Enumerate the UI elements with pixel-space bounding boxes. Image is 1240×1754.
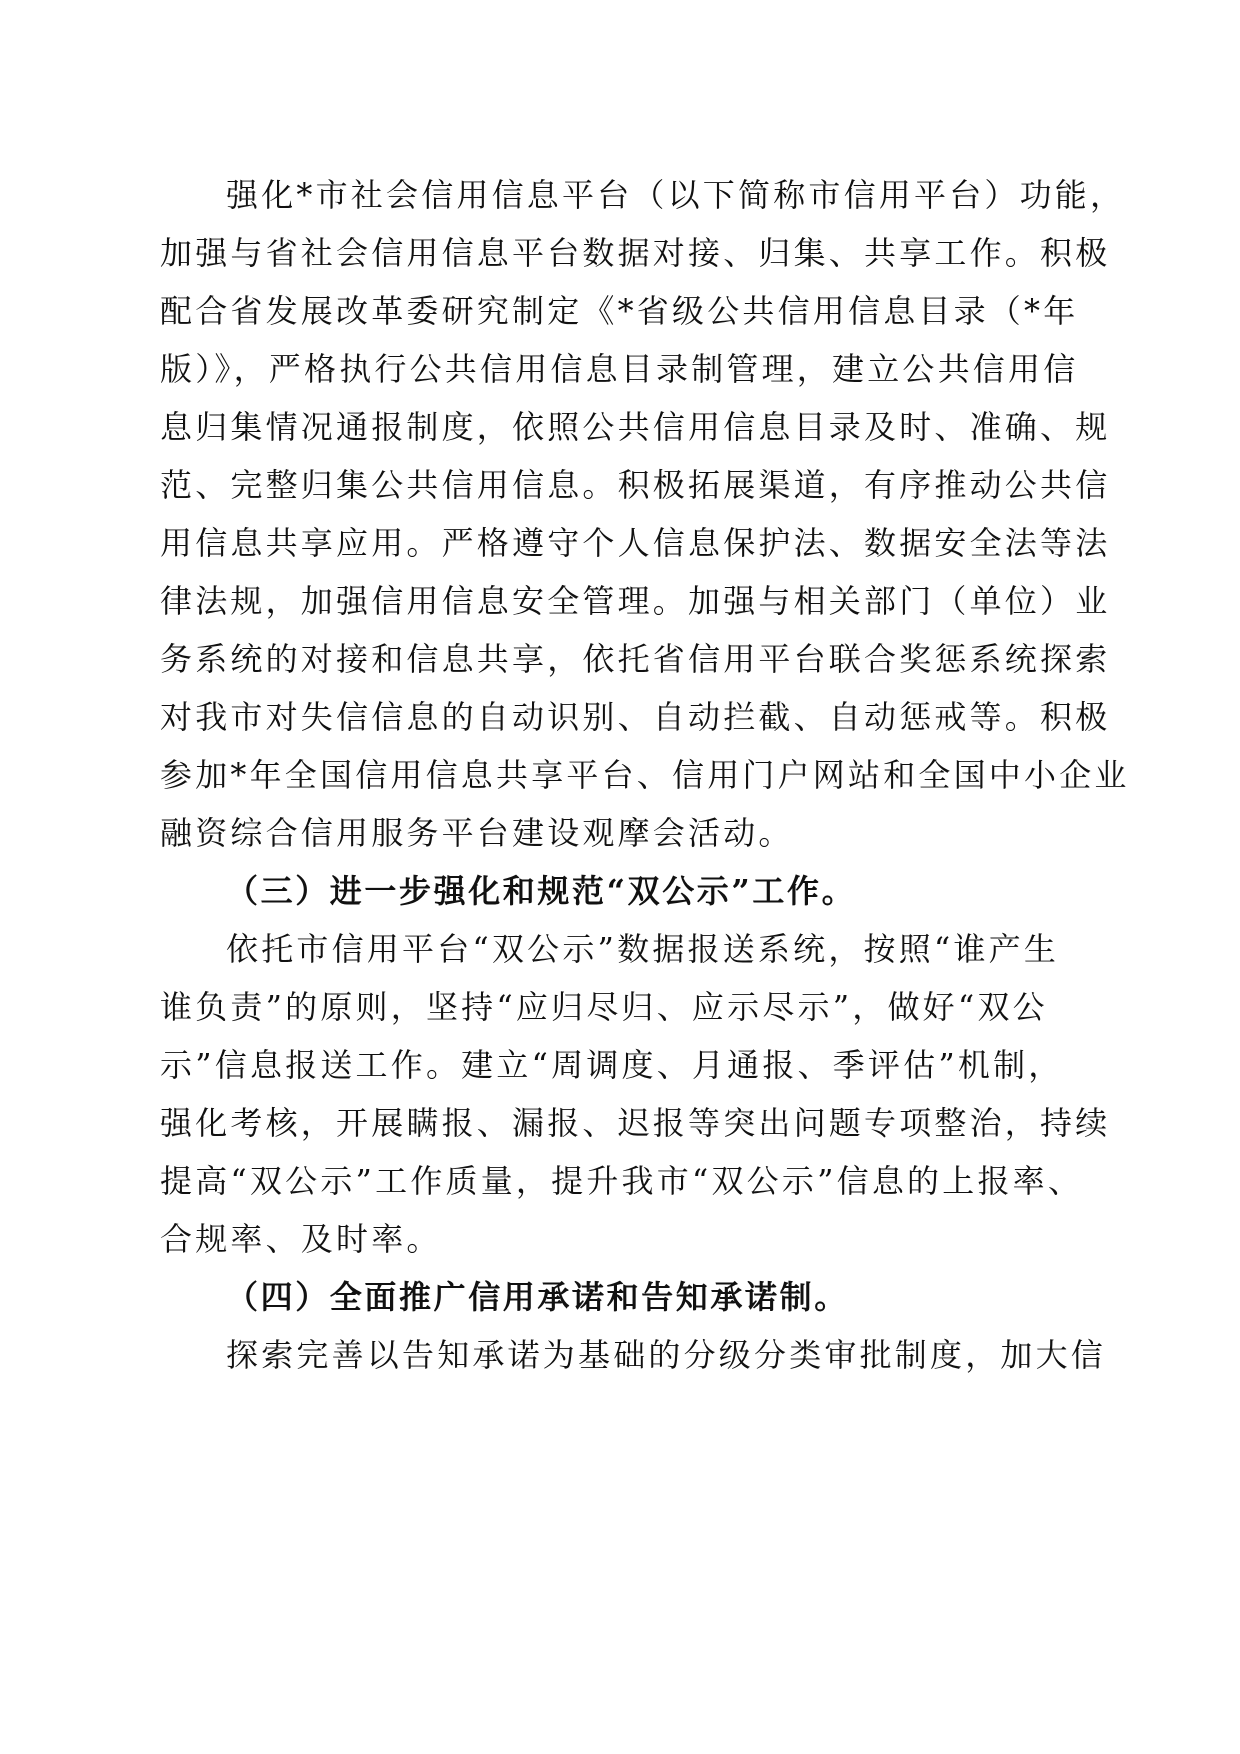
paragraph-1-line-12: 融资综合信用服务平台建设观摩会活动。	[160, 814, 794, 852]
paragraph-1-line-7: 用信息共享应用。严格遵守个人信息保护法、数据安全法等法	[160, 524, 1111, 562]
paragraph-1-line-6: 范、完整归集公共信用信息。积极拓展渠道，有序推动公共信	[160, 466, 1111, 504]
paragraph-1-line-3: 配合省发展改革委研究制定《*省级公共信用信息目录（*年	[160, 292, 1079, 330]
paragraph-2-line-5: 提高“双公示”工作质量，提升我市“双公示”信息的上报率、	[160, 1162, 1084, 1200]
paragraph-2-line-2: 谁负责”的原则，坚持“应归尽归、应示尽示”，做好“双公	[160, 988, 1048, 1026]
paragraph-1-line-2: 加强与省社会信用信息平台数据对接、归集、共享工作。积极	[160, 234, 1111, 272]
paragraph-1-line-11: 参加*年全国信用信息共享平台、信用门户网站和全国中小企业	[160, 756, 1130, 794]
paragraph-1-line-8: 律法规，加强信用信息安全管理。加强与相关部门（单位）业	[160, 582, 1111, 620]
paragraph-2-line-1: 依托市信用平台“双公示”数据报送系统，按照“谁产生	[226, 930, 1060, 968]
paragraph-1-line-4: 版）》，严格执行公共信用信息目录制管理，建立公共信用信	[160, 350, 1079, 388]
section-heading-4: （四）全面推广信用承诺和告知承诺制。	[226, 1278, 849, 1316]
section-heading-3: （三）进一步强化和规范“双公示”工作。	[226, 872, 857, 910]
paragraph-1-line-5: 息归集情况通报制度，依照公共信用信息目录及时、准确、规	[160, 408, 1111, 446]
paragraph-3-line-1: 探索完善以告知承诺为基础的分级分类审批制度，加大信	[226, 1336, 1107, 1374]
paragraph-2-line-4: 强化考核，开展瞒报、漏报、迟报等突出问题专项整治，持续	[160, 1104, 1111, 1142]
paragraph-1-line-9: 务系统的对接和信息共享，依托省信用平台联合奖惩系统探索	[160, 640, 1111, 678]
paragraph-2-line-6: 合规率、及时率。	[160, 1220, 442, 1258]
paragraph-1-line-10: 对我市对失信信息的自动识别、自动拦截、自动惩戒等。积极	[160, 698, 1111, 736]
paragraph-1-line-1: 强化*市社会信用信息平台（以下简称市信用平台）功能，	[226, 176, 1126, 214]
paragraph-2-line-3: 示”信息报送工作。建立“周调度、月通报、季评估”机制，	[160, 1046, 1064, 1084]
